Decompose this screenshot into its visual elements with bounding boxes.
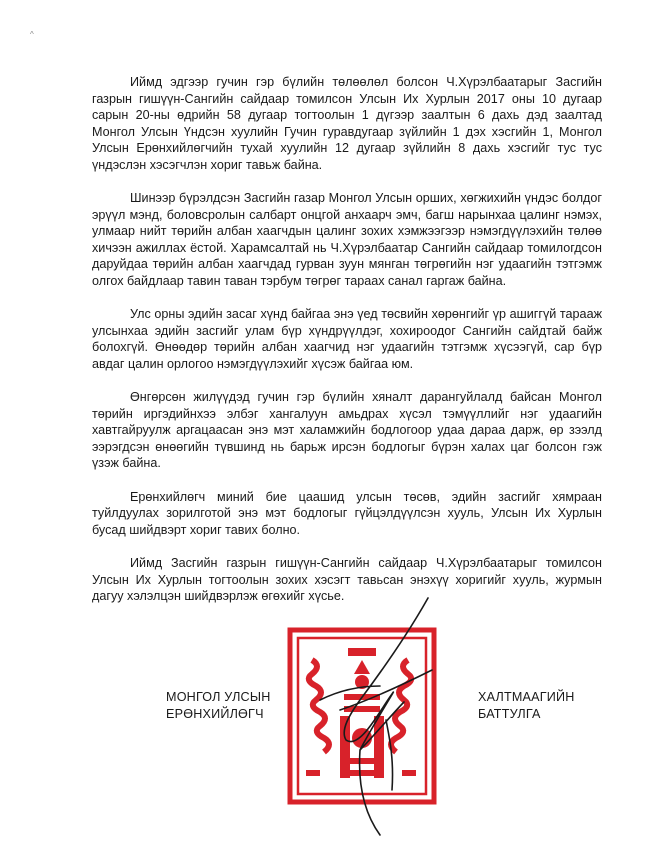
signatory-name [478, 689, 575, 722]
paragraph-6: Иймд Засгийн газрын гишүүн-Сангийн сайдаар Ч.Хүрэлбаатарыг томилсон Улсын Их Хурлын тогтоолын зохих хэсэгт тавьсан энэхүү хоригийг хууль, журмын дагуу хэлэлцэн шийдвэрлэж өгөхийг хүсье. [92, 556, 602, 603]
handwritten-signature [300, 590, 460, 840]
signatory-title-line1: МОНГОЛ УЛСЫН [166, 690, 271, 704]
paragraph-4: Өнгөрсөн жилүүдэд гучин гэр бүлийн хяналт дарангуйлалд байсан Монгол төрийн иргэдийнхээ элбэг хангалуун амьдрах хүсэл тэмүүллийг нэг удаагийн хавтгайруулж аргацаасан энэ мэт халамжийн бодлогоор удаа дараа дарж, өр зээлд ээрэгдсэн өнөөгийн түвшинд нь барьж ирсэн бодлогыг бүрэн халах цаг болсон гэж үзэж байна. [92, 390, 602, 470]
signatory-name-line1: ХАЛТМААГИЙН [478, 690, 575, 704]
letter-body [92, 74, 602, 622]
paragraph-1: Иймд эдгээр гучин гэр бүлийн төлөөлөл болсон Ч.Хүрэлбаатарыг Засгийн газрын гишүүн-Сангийн сайдаар томилсон Улсын Их Хурлын 2017 оны 10 дугаар сарын 20-ны өдрийн 58 дугаар тогтоолын 1 дүгээр заалтын 6 дахь дэд заалтад Монгол Улсын Үндсэн хуулийн Гучин гуравдугаар зүйлийн 1 дэх хэсгийн 1, Монгол Улсын Ерөнхийлөгчийн тухай хуулийн 12 дугаар зүйлийн 8 дахь хэсгийг тус тус үндэслэн хэсэгчлэн хориг тавьж байна. [92, 75, 602, 172]
paragraph-3: Улс орны эдийн засаг хүнд байгаа энэ үед төсвийн хөрөнгийг үр ашиггүй тарааж улсынхаа эдийн засгийг улам бүр хүндрүүлдэг, хохироодог Сангийн сайдтай байж болохгүй. Өнөөдөр төрийн албан хаагчид нэг удаагийн тэтгэмж хүсээгүй, сар бүр авдаг цалин орлогоо нэмэгдүүлэхийг хүсэж байгаа юм. [92, 307, 602, 371]
signatory-name-line2: БАТТУЛГА [478, 706, 541, 721]
signatory-title-line2: ЕРӨНХИЙЛӨГЧ [166, 706, 264, 721]
page-corner-mark: ^ [30, 30, 34, 39]
paragraph-5: Ерөнхийлөгч миний бие цаашид улсын төсөв, эдийн засгийг хямраан туйлдуулах зорилготой энэ мэт бодлогыг гүйцэлдүүлсэн хууль, Улсын Их Хурлын бусад шийдвэрт хориг тавих болно. [92, 489, 602, 537]
signatory-title [166, 689, 271, 722]
paragraph-2: Шинээр бүрэлдсэн Засгийн газар Монгол Улсын орших, хөгжихийн үндэс болдог эрүүл мэнд, боловсролын салбарт онцгой анхаарч эмч, багш нарынхаа цалинг нэмэх, улмаар нийт төрийн албан хаагчдын цалинг зохих хэмжээгээр нэмэгдүүлэхийн төлөө хичээн ажиллах ёстой. Харамсалтай нь Ч.Хүрэлбаатар Сангийн сайдаар томилогдсон даруйдаа төрийн албан хаагчдад гурван зуун мянган төгрөгийн нэг удаагийн тэтгэмж олгох байдлаар тавин таван тэрбум төгрөг тараах санал гаргаж байна. [92, 191, 602, 288]
